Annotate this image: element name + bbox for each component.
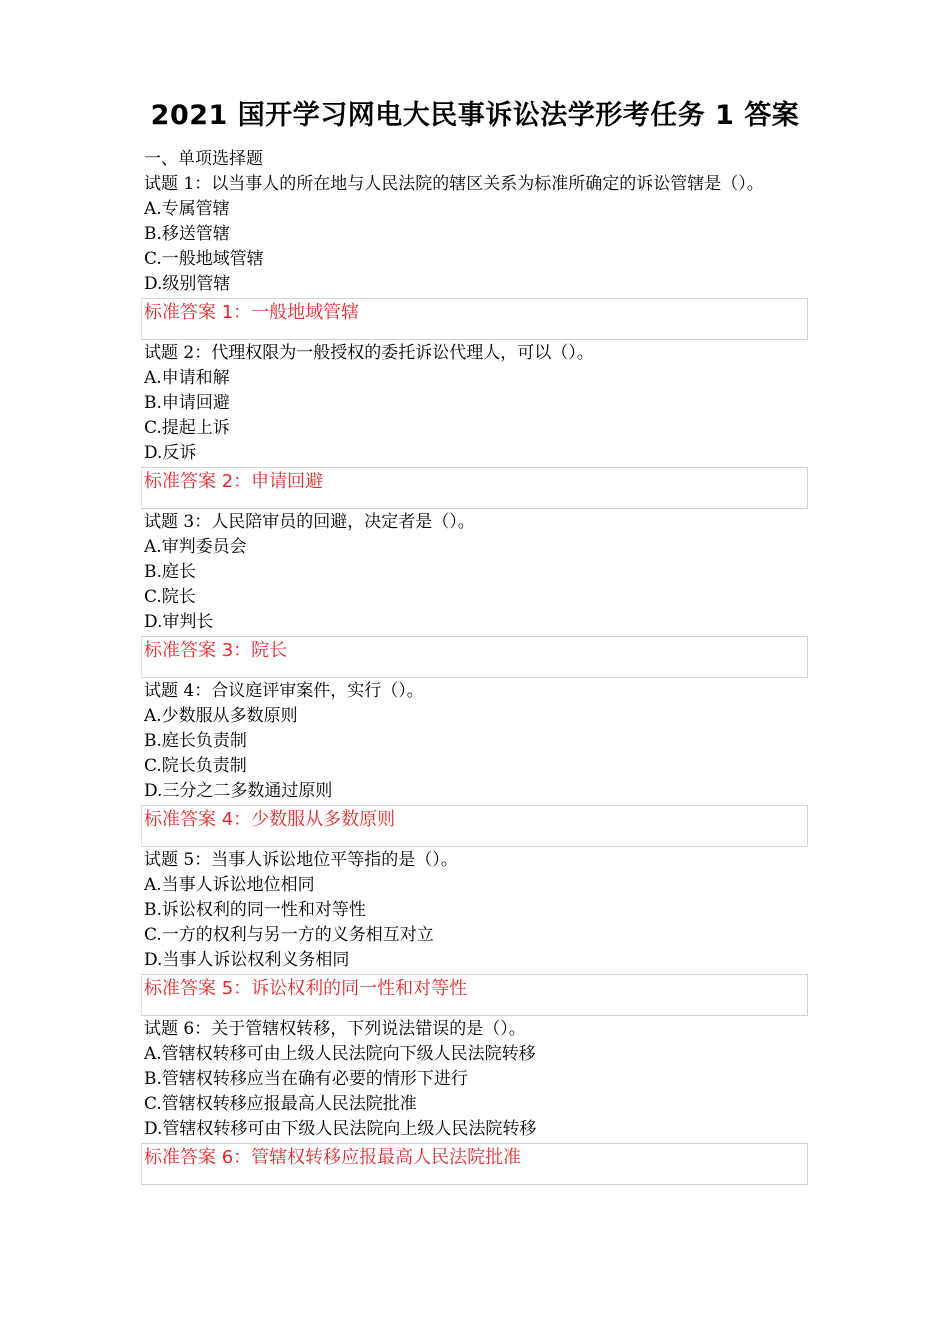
question-text: 试题 3：人民陪审员的回避，决定者是（）。 xyxy=(144,512,475,532)
answer-text: 标准答案 3：院长 xyxy=(144,640,288,661)
option-c: C.提起上诉 xyxy=(144,418,230,438)
answer-box xyxy=(141,467,808,509)
option-a: A.少数服从多数原则 xyxy=(144,706,298,726)
option-b: B.移送管辖 xyxy=(144,224,230,244)
question-text: 试题 6：关于管辖权转移，下列说法错误的是（）。 xyxy=(144,1019,526,1039)
option-d: D.审判长 xyxy=(144,612,214,632)
answer-text: 标准答案 6：管辖权转移应报最高人民法院批准 xyxy=(144,1147,522,1168)
option-d: D.级别管辖 xyxy=(144,274,231,294)
answer-text: 标准答案 4：少数服从多数原则 xyxy=(144,809,396,830)
option-a: A.专属管辖 xyxy=(144,199,230,219)
option-d: D.管辖权转移可由下级人民法院向上级人民法院转移 xyxy=(144,1119,537,1139)
question-text: 试题 2：代理权限为一般授权的委托诉讼代理人，可以（）。 xyxy=(144,343,594,363)
option-d: D.反诉 xyxy=(144,443,197,463)
option-c: C.一方的权利与另一方的义务相互对立 xyxy=(144,925,434,945)
answer-box xyxy=(141,636,808,678)
question-text: 试题 5：当事人诉讼地位平等指的是（）。 xyxy=(144,850,458,870)
document-content xyxy=(144,147,844,1186)
question-block-4 xyxy=(144,679,844,847)
option-d: D.三分之二多数通过原则 xyxy=(144,781,333,801)
question-block-3 xyxy=(144,510,844,678)
option-c: C.一般地域管辖 xyxy=(144,249,264,269)
answer-text: 标准答案 1：一般地域管辖 xyxy=(144,302,360,323)
question-block-5 xyxy=(144,848,844,1016)
question-block-6 xyxy=(144,1017,844,1185)
option-d: D.当事人诉讼权利义务相同 xyxy=(144,950,350,970)
option-a: A.当事人诉讼地位相同 xyxy=(144,875,315,895)
section-heading: 一、单项选择题 xyxy=(144,149,263,169)
question-text: 试题 4：合议庭评审案件，实行（）。 xyxy=(144,681,424,701)
option-b: B.申请回避 xyxy=(144,393,230,413)
question-block-2 xyxy=(144,341,844,509)
question-text: 试题 1：以当事人的所在地与人民法院的辖区关系为标准所确定的诉讼管辖是（）。 xyxy=(144,174,764,194)
answer-box xyxy=(141,298,808,340)
answer-text: 标准答案 2：申请回避 xyxy=(144,471,324,492)
option-c: C.院长 xyxy=(144,587,196,607)
option-b: B.管辖权转移应当在确有必要的情形下进行 xyxy=(144,1069,468,1089)
option-c: C.管辖权转移应报最高人民法院批准 xyxy=(144,1094,417,1114)
option-a: A.审判委员会 xyxy=(144,537,247,557)
answer-box xyxy=(141,1143,808,1185)
option-c: C.院长负责制 xyxy=(144,756,247,776)
option-a: A.申请和解 xyxy=(144,368,230,388)
option-b: B.庭长负责制 xyxy=(144,731,247,751)
option-a: A.管辖权转移可由上级人民法院向下级人民法院转移 xyxy=(144,1044,536,1064)
answer-box xyxy=(141,805,808,847)
answer-box xyxy=(141,974,808,1016)
question-block-1 xyxy=(144,172,844,340)
answer-text: 标准答案 5：诉讼权利的同一性和对等性 xyxy=(144,978,468,999)
option-b: B.诉讼权利的同一性和对等性 xyxy=(144,900,366,920)
option-b: B.庭长 xyxy=(144,562,196,582)
document-title: 2021 国开学习网电大民事诉讼法学形考任务 1 答案 xyxy=(150,100,800,131)
